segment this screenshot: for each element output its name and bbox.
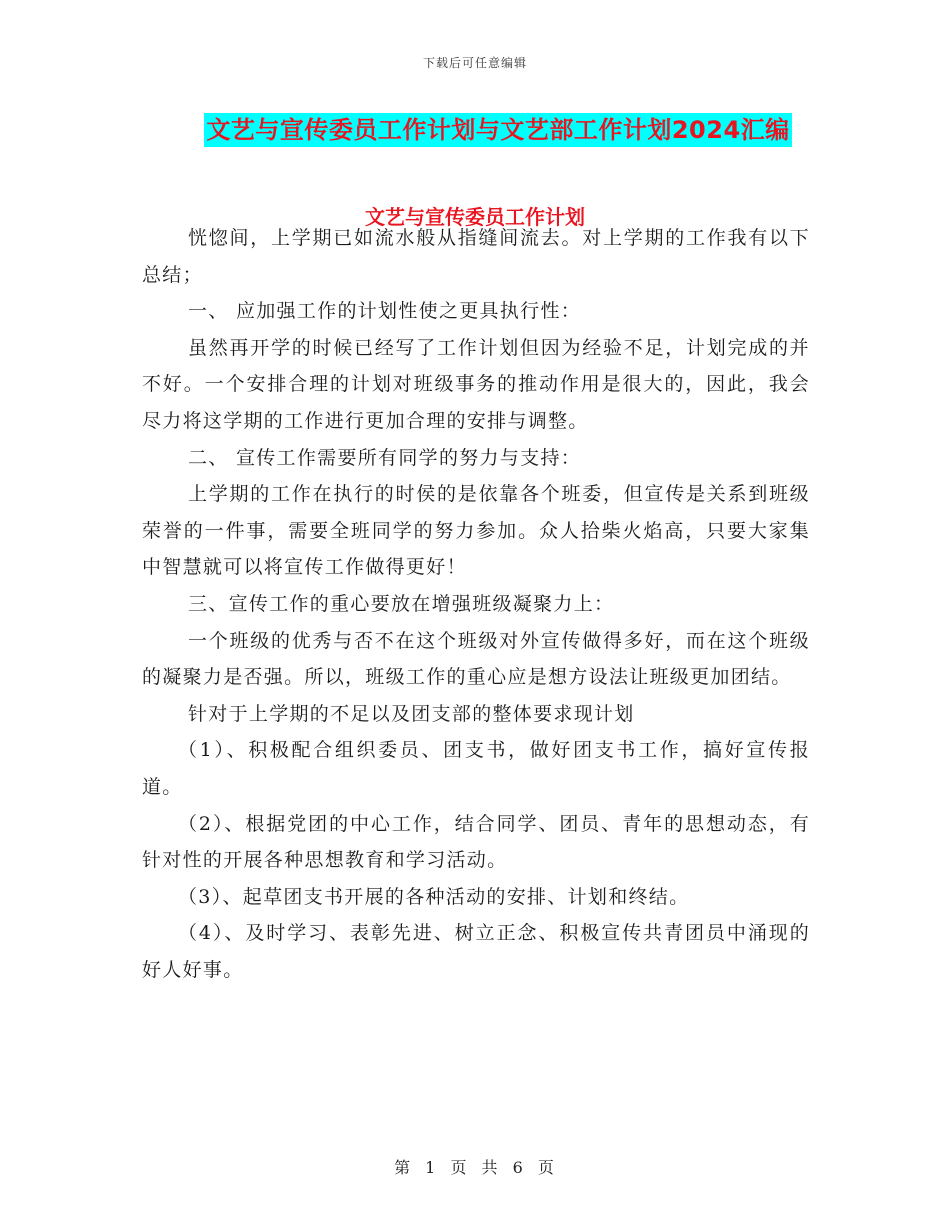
plan-item-3: （3）、起草团支书开展的各种活动的安排、计划和终结。 <box>178 885 690 908</box>
plan-item-2: （2）、根据党团的中心工作，结合同学、团员、青年的思想动态，有针对性的开展各种思想教育和学习活动。 <box>142 812 810 872</box>
page-footer-number: 第 1 页 共 6 页 <box>394 1158 556 1177</box>
document-title: 文艺与宣传委员工作计划与文艺部工作计划2024汇编 <box>204 113 791 147</box>
paragraph-intro: 恍惚间，上学期已如流水般从指缝间流去。对上学期的工作我有以下总结； <box>142 227 810 286</box>
page-header-note: 下载后可任意编辑 <box>422 56 527 70</box>
plan-item-4: （4）、及时学习、表彰先进、树立正念、积极宣传共青团员中涌现的好人好事。 <box>142 922 810 981</box>
paragraph-plan-intro: 针对于上学期的不足以及团支部的整体要求现计划 <box>188 702 635 725</box>
paragraph-heading-3: 三、宣传工作的重心要放在增强班级凝聚力上： <box>188 592 615 615</box>
section-title: 文艺与宣传委员工作计划 <box>365 205 585 229</box>
paragraph-body-1: 虽然再开学的时候已经写了工作计划但因为经验不足，计划完成的并不好。一个安排合理的计划对班级事务的推动作用是很大的，因此，我会尽力将这学期的工作进行更加合理的安排与调整。 <box>142 336 810 432</box>
document-title-container <box>0 113 950 147</box>
plan-item-1: （1）、积极配合组织委员、团支书，做好团支书工作，搞好宣传报道。 <box>142 739 810 798</box>
document-body <box>142 220 810 988</box>
paragraph-body-2: 上学期的工作在执行的时侯的是依靠各个班委，但宣传是关系到班级荣誉的一件事，需要全班同学的努力参加。众人拾柴火焰高，只要大家集中智慧就可以将宣传工作做得更好！ <box>142 483 810 579</box>
paragraph-heading-1: 一、 应加强工作的计划性使之更具执行性： <box>188 300 582 323</box>
paragraph-heading-2: 二、 宣传工作需要所有同学的努力与支持： <box>188 446 582 469</box>
paragraph-body-3: 一个班级的优秀与否不在这个班级对外宣传做得多好，而在这个班级的凝聚力是否强。所以，班级工作的重心应是想方设法让班级更加团结。 <box>142 629 810 689</box>
